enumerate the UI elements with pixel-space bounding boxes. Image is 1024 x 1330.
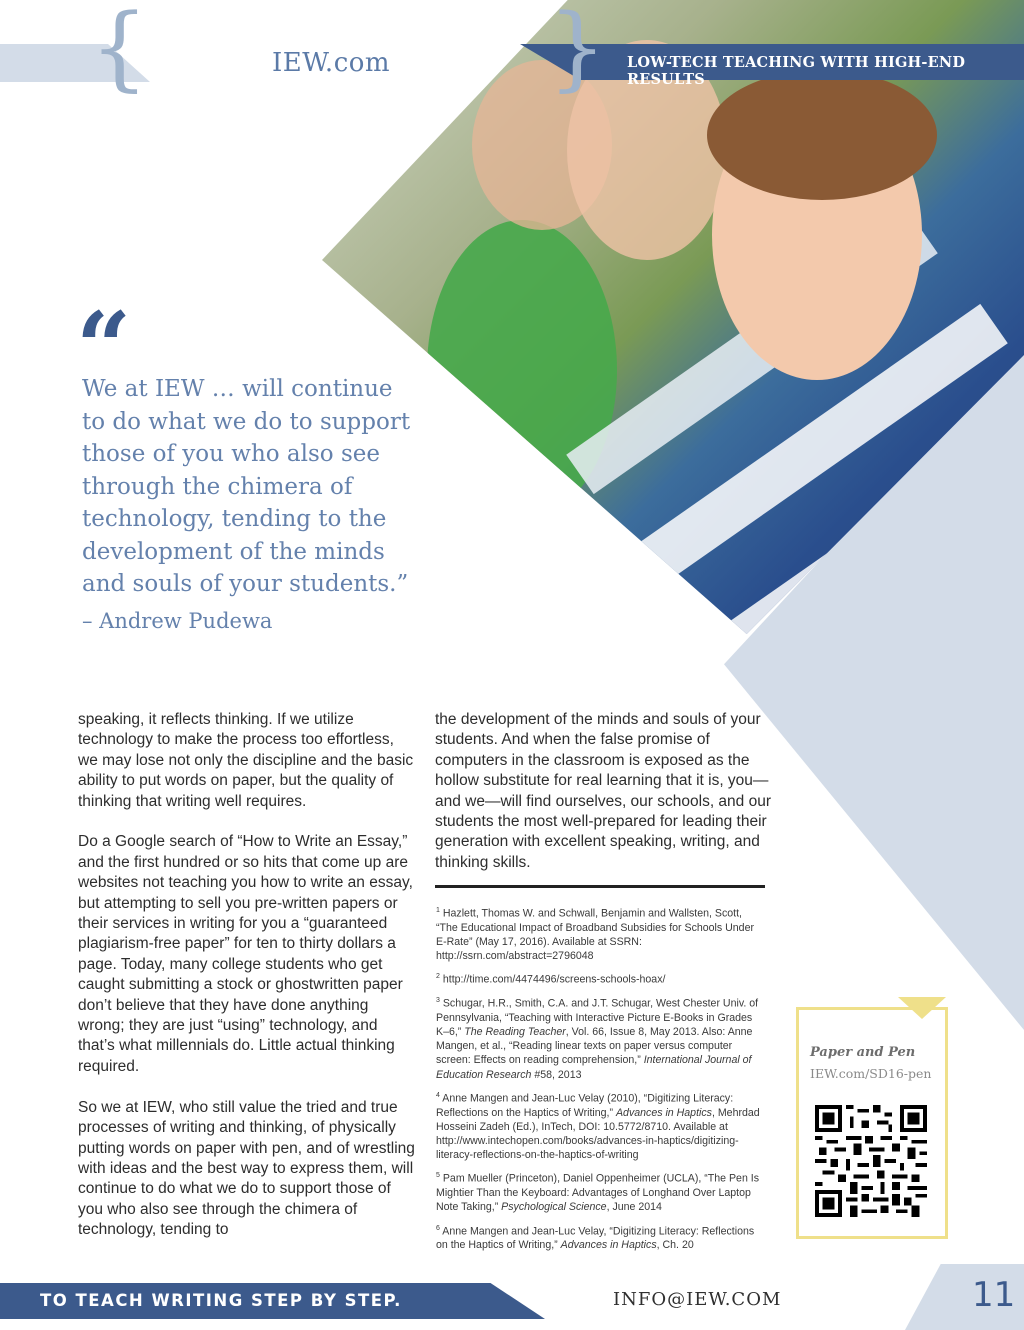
footnote: [436, 970, 766, 987]
footer-slogan: TO TEACH WRITING STEP BY STEP.: [40, 1291, 402, 1310]
footnote-divider: [435, 885, 765, 888]
body-paragraph: speaking, it reflects thinking. If we utilize technology to make the process too effortless, we may lose not only the discipline and the basic ability to put words on paper, but the quality of thinking that writing well requires.: [78, 711, 414, 810]
brace-left-icon: {: [90, 0, 149, 101]
footnote: [436, 1169, 766, 1214]
footnotes: [436, 904, 766, 1259]
footnote: [436, 1222, 766, 1253]
footnote-text[interactable]: http://time.com/4474496/screens-schools-hoax/: [442, 973, 666, 986]
footnote: [436, 1089, 766, 1163]
site-name[interactable]: IEW.com: [272, 48, 391, 78]
footnote-number: 4: [436, 1091, 440, 1099]
body-paragraph: the development of the minds and souls of your students. And when the false promise of computers in the classroom is exposed as the hollow substitute for real learning that it is, you—and we—will find ourselves, our schools, and our students the most well-prepared for leading their generation with excellent speaking, writing, and thinking skills.: [435, 711, 772, 871]
footnote-text: , June 2014: [606, 1201, 662, 1214]
footnote-text: Hazlett, Thomas W. and Schwall, Benjamin and Wallsten, Scott, “The Educational Impact of Broadband Subsidies for Schools Under E-Rate” (May 17, 2016). Available at SSRN: http://ssrn.com/abstract=2796048: [436, 907, 754, 963]
photo-child-hair: [707, 70, 937, 200]
body-column-left: [78, 710, 416, 1261]
footnote-text: Schugar, H.R., Smith, C.A. and J.T. Schugar, West Chester Univ. of Pennsylvania, “Teaching with Interactive Picture E-Books in Grades K–6,”: [436, 997, 759, 1039]
qr-title: Paper and Pen: [810, 1045, 916, 1060]
footnote-number: 3: [436, 997, 440, 1005]
footnote: [436, 904, 766, 963]
footer-email[interactable]: INFO@IEW.COM: [613, 1289, 782, 1310]
pull-quote-author: – Andrew Pudewa: [82, 609, 273, 633]
qr-code-icon[interactable]: [815, 1105, 927, 1217]
footnote-text: Anne Mangen and Jean-Luc Velay, “Digitizing Literacy: Reflections on the Haptics of Writing,”: [436, 1225, 755, 1252]
body-paragraph: Do a Google search of “How to Write an Essay,” and the first hundred or so hits that come up are websites not teaching you how to write an essay, but attempting to sell you pre-written papers or their services in writing for you a “guaranteed plagiarism-free paper” for ten to thirty dollars a page. Today, many college students who get caught submitting a stock or ghostwritten paper don’t believe that they have done anything wrong; they are just “using” technology, and that’s what millennials do. Little actual thinking required.: [78, 833, 413, 1075]
brace-right-icon: }: [548, 0, 607, 101]
footnote-text: , Mehrdad Hosseini Zadeh (Ed.), InTech, DOI: 10.5772/8710. Available at http://www.intechopen.com/books/advances-in-haptics/digitizing-literacy-reflections-on-the-haptics-of-writing: [436, 1106, 760, 1162]
footnote-text: , Vol. 66, Issue 8, May 2013. Also: Anne Mangen, et al., “Reading linear texts on paper versus computer screen: Effects on reading comprehension,”: [436, 1026, 753, 1067]
footnote-number: 5: [436, 1172, 440, 1180]
footnote-number: 6: [436, 1224, 440, 1232]
footnote-italic: The Reading Teacher: [464, 1026, 566, 1039]
footnote-number: 1: [436, 907, 440, 914]
quote-mark-icon: “: [76, 291, 132, 404]
footnote-number: 2: [436, 973, 440, 981]
qr-url[interactable]: IEW.com/SD16-pen: [810, 1066, 932, 1081]
footnote-italic: Advances in Haptics: [560, 1239, 657, 1252]
footnote: [436, 994, 766, 1082]
footnote-text: , Ch. 20: [656, 1239, 694, 1252]
page-number: 11: [972, 1275, 1016, 1315]
footnote-text: #58, 2013: [531, 1068, 582, 1081]
footnote-italic: Psychological Science: [501, 1201, 607, 1214]
footnote-text: Pam Mueller (Princeton), Daniel Oppenheimer (UCLA), “The Pen Is Mightier Than the Keyboard: Advantages of Longhand Over Laptop Note Taking,”: [436, 1172, 760, 1214]
footnote-italic: Advances in Haptics: [615, 1106, 712, 1119]
footnote-italic: International Journal of Education Research: [436, 1054, 752, 1081]
pull-quote-text: We at IEW … will continue to do what we do to support those of you who also see through the chimera of technology, tending to the development of the minds and souls of your students.”: [82, 376, 411, 597]
header-tagline: LOW-TECH TEACHING WITH HIGH-END RESULTS: [627, 54, 966, 88]
footnote-text: Anne Mangen and Jean-Luc Velay (2010), “Digitizing Literacy: Reflections on the Haptics of Writing,”: [436, 1092, 734, 1119]
body-column-right: [435, 710, 773, 894]
body-paragraph: So we at IEW, who still value the tried and true processes of writing and thinking, of physically putting words on paper with pen, and of wrestling with ideas and the best way to express them, will continue to do what we do to support those of you who also see through the chimera of technology, tending to: [78, 1098, 415, 1239]
